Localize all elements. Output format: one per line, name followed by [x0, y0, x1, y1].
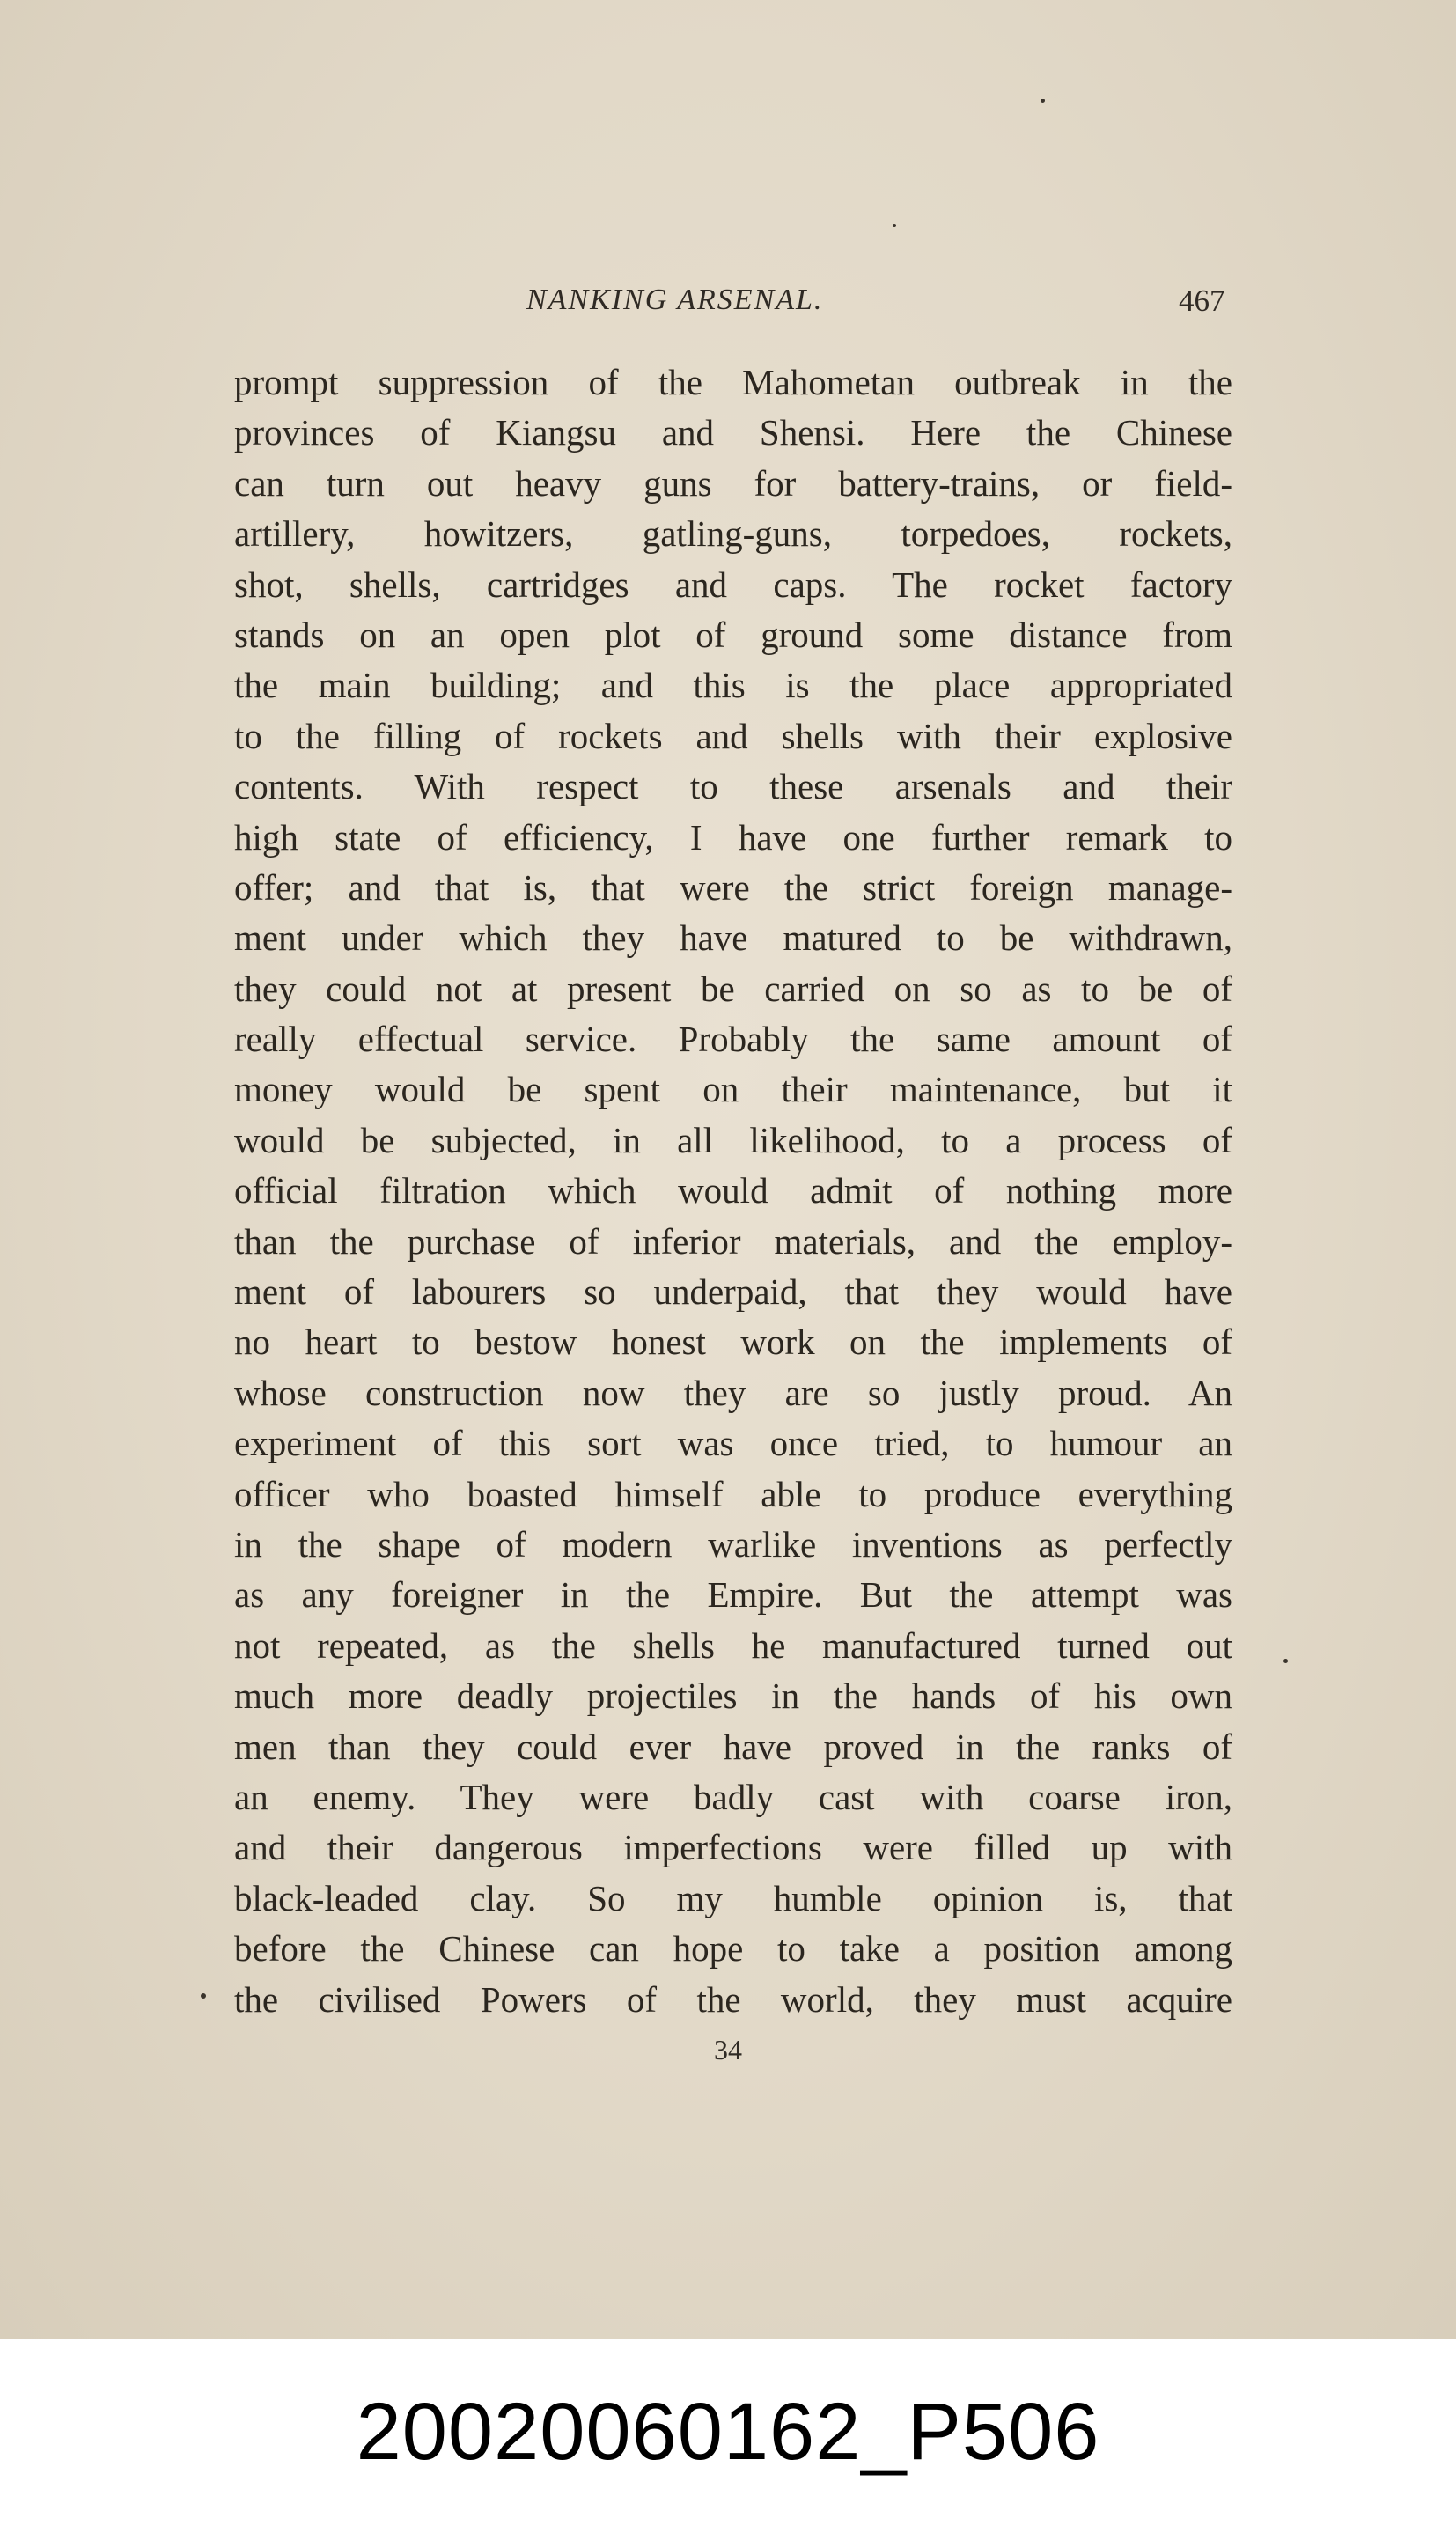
text-line: artillery, howitzers, gatling-guns, torpedoes, rockets, — [234, 513, 1232, 555]
text-line: really effectual service. Probably the same amount of — [234, 1019, 1232, 1060]
page-number: 467 — [1179, 284, 1225, 318]
text-line: to the filling of rockets and shells with their explosive — [234, 715, 1232, 756]
text-line: prompt suppression of the Mahometan outbreak in the — [234, 362, 1232, 402]
body-text — [234, 357, 1232, 2025]
text-line: in the shape of modern warlike inventions as perfectly — [234, 1523, 1232, 1565]
running-head — [0, 284, 1456, 319]
text-line: official filtration which would admit of nothing more — [234, 1170, 1232, 1211]
ink-speck — [893, 224, 896, 227]
text-line: officer who boasted himself able to produce everything — [234, 1473, 1232, 1514]
text-line: and their dangerous imperfections were filled up with — [234, 1827, 1232, 1868]
text-line: as any foreigner in the Empire. But the attempt was — [234, 1574, 1232, 1616]
text-line: offer; and that is, that were the strict foreign manage- — [234, 866, 1232, 908]
text-line: no heart to bestow honest work on the implements of — [234, 1322, 1232, 1363]
text-line: stands on an open plot of ground some distance from — [234, 614, 1232, 655]
text-line: money would be spent on their maintenance, but it — [234, 1069, 1232, 1110]
text-line: high state of efficiency, I have one further remark to — [234, 816, 1232, 858]
text-line: can turn out heavy guns for battery-trains, or field- — [234, 462, 1232, 504]
text-line: than the purchase of inferior materials, and the employ- — [234, 1220, 1232, 1262]
text-line: not repeated, as the shells he manufactured turned out — [234, 1624, 1232, 1666]
text-line: an enemy. They were badly cast with coarse iron, — [234, 1776, 1232, 1817]
ink-speck — [201, 1993, 206, 1999]
text-line: contents. With respect to these arsenals and their — [234, 766, 1232, 807]
ink-speck — [1283, 1659, 1288, 1663]
text-line: shot, shells, cartridges and caps. The rocket factory — [234, 563, 1232, 605]
ink-speck — [1041, 99, 1045, 103]
text-line: men than they could ever have proved in the ranks of — [234, 1726, 1232, 1767]
text-line: experiment of this sort was once tried, to humour an — [234, 1423, 1232, 1464]
text-line: the main building; and this is the place appropriated — [234, 665, 1232, 706]
text-line: would be subjected, in all likelihood, to a process of — [234, 1119, 1232, 1160]
text-line: whose construction now they are so justly proud. An — [234, 1372, 1232, 1413]
text-line: black-leaded clay. So my humble opinion is, that — [234, 1877, 1232, 1918]
catalog-id: 20020060162_P506 — [356, 2387, 1100, 2477]
text-line: much more deadly projectiles in the hands of his own — [234, 1675, 1232, 1717]
text-line: they could not at present be carried on so as to be of — [234, 968, 1232, 1009]
signature-mark: 34 — [714, 2034, 742, 2066]
text-line: ment of labourers so underpaid, that they would have — [234, 1271, 1232, 1313]
text-line: the civilised Powers of the world, they must acquire — [234, 1978, 1232, 2020]
text-line: ment under which they have matured to be withdrawn, — [234, 917, 1232, 959]
running-title: NANKING ARSENAL. — [526, 284, 824, 316]
text-line: provinces of Kiangsu and Shensi. Here the Chinese — [234, 412, 1232, 453]
text-line: before the Chinese can hope to take a position among — [234, 1928, 1232, 1970]
